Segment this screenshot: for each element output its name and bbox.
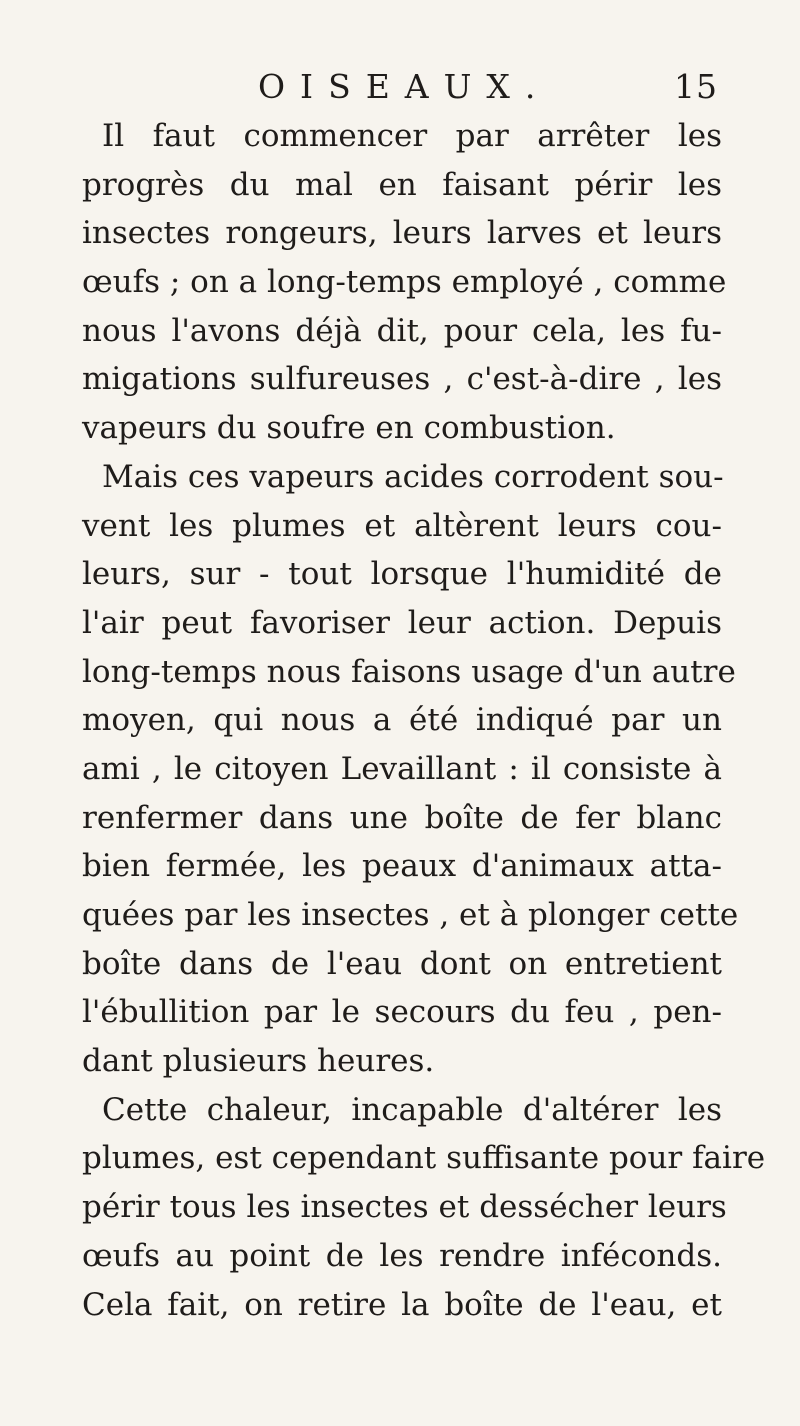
text-line: vapeurs du soufre en combustion. <box>82 410 616 447</box>
text-line: œufs ; on a long-temps employé , comme <box>82 264 727 301</box>
text-line: moyen, qui nous a été indiqué par un <box>82 702 722 739</box>
text-line: œufs au point de les rendre inféconds. <box>82 1237 722 1274</box>
text-line: plumes, est cependant suffisante pour faire <box>82 1140 766 1177</box>
text-line: leurs, sur - tout lorsque l'humidité de <box>82 556 722 593</box>
text-line: quées par les insectes , et à plonger cette <box>82 897 739 933</box>
text-line: l'ébullition par le secours du feu , pen- <box>82 994 722 1031</box>
text-line: Cela fait, on retire la boîte de l'eau, et <box>82 1286 722 1323</box>
running-head <box>258 65 718 109</box>
text-line: Cette chaleur, incapable d'altérer les <box>102 1091 722 1128</box>
text-line: long-temps nous faisons usage d'un autre <box>82 653 736 690</box>
page-number: 15 <box>674 67 718 106</box>
text-line: nous l'avons déjà dit, pour cela, les fu- <box>82 312 722 349</box>
text-line: insectes rongeurs, leurs larves et leurs <box>82 215 722 252</box>
text-line: Mais ces vapeurs acides corrodent sou- <box>102 458 724 495</box>
text-line: l'air peut favoriser leur action. Depuis <box>82 604 722 641</box>
body-text <box>82 112 766 1329</box>
text-line: progrès du mal en faisant périr les <box>82 166 722 203</box>
text-line: périr tous les insectes et dessécher leurs <box>82 1189 727 1226</box>
text-line: migations sulfureuses , c'est-à-dire , les <box>82 361 722 398</box>
text-line: Il faut commencer par arrêter les <box>102 118 722 154</box>
text-line: renfermer dans une boîte de fer blanc <box>82 799 722 836</box>
text-line: vent les plumes et altèrent leurs cou- <box>82 507 722 544</box>
running-title: OISEAUX. <box>258 67 551 106</box>
text-line: dant plusieurs heures. <box>82 1043 435 1080</box>
text-line: bien fermée, les peaux d'animaux atta- <box>82 848 722 885</box>
text-line: boîte dans de l'eau dont on entretient <box>82 945 722 982</box>
text-line: ami , le citoyen Levaillant : il consiste à <box>82 750 722 787</box>
